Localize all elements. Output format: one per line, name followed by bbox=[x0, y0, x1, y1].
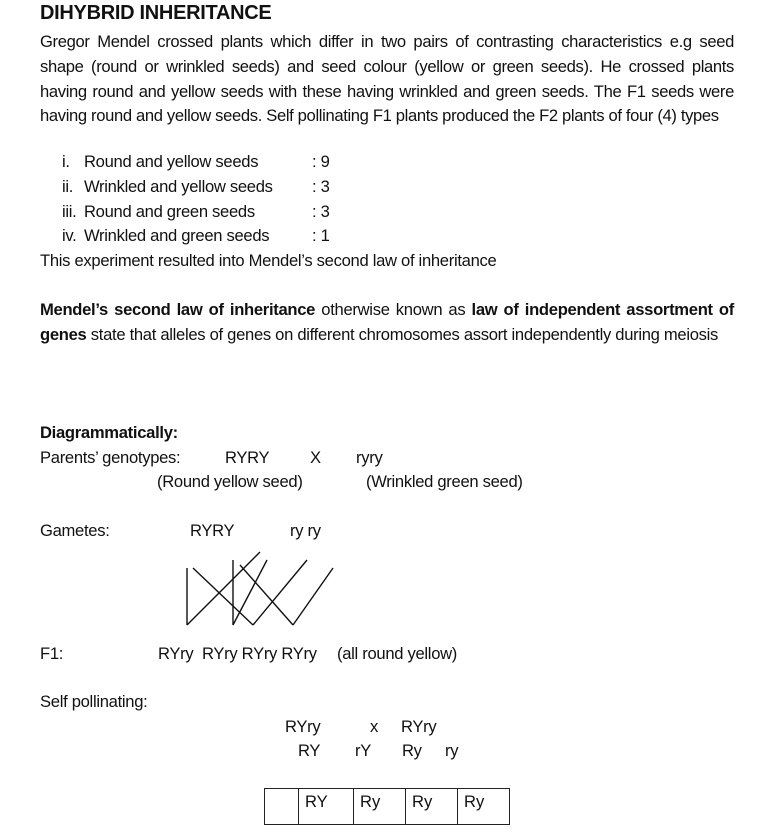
f1-genotypes: RYry RYry RYry RYry bbox=[158, 644, 317, 663]
cross-line bbox=[253, 560, 307, 625]
self-cross-symbol: x bbox=[370, 717, 378, 736]
cross-symbol: X bbox=[310, 448, 321, 467]
self-parent1: RYry bbox=[285, 717, 321, 736]
list-item bbox=[62, 177, 402, 197]
law-alt-name: law of independent assortment of genes bbox=[40, 300, 734, 344]
law-paragraph bbox=[40, 298, 734, 348]
self-parent2: RYry bbox=[401, 717, 437, 736]
conclusion-text: This experiment resulted into Mendel’s second law of inheritance bbox=[40, 251, 497, 270]
cross-line bbox=[187, 552, 260, 625]
gametes-label: Gametes: bbox=[40, 521, 110, 540]
cross-line bbox=[293, 568, 333, 625]
parent2-description: (Wrinkled green seed) bbox=[366, 472, 523, 491]
gametes-parent1: RYRY bbox=[190, 521, 235, 540]
gamete-table bbox=[264, 788, 510, 825]
parent2-genotype: ryry bbox=[356, 448, 383, 467]
parents-label: Parents’ genotypes: bbox=[40, 448, 181, 467]
intro-paragraph: Gregor Mendel crossed plants which differ in two pairs of contrasting characteristics e.g seed shape (round or wrinkled seeds) and seed colour (yellow or green seeds). He crossed plants having round and yellow seeds with these having wrinkled and green seeds. The F1 seeds were having round and yellow seeds. Self pollinating F1 plants produced the F2 plants of four (4) types bbox=[40, 32, 734, 126]
table-cell: Ry bbox=[406, 789, 458, 825]
self-gamete: Ry bbox=[402, 741, 422, 760]
cross-line bbox=[193, 568, 253, 625]
f1-label: F1: bbox=[40, 644, 64, 663]
list-item bbox=[62, 226, 402, 246]
table-cell: Ry bbox=[354, 789, 406, 825]
list-item bbox=[62, 202, 402, 222]
page-title: DIHYBRID INHERITANCE bbox=[40, 2, 272, 24]
list-label: Wrinkled and yellow seeds bbox=[84, 177, 273, 196]
law-text: state that alleles of genes on different chromosomes assort independently during meiosis bbox=[86, 324, 719, 344]
parent1-description: (Round yellow seed) bbox=[157, 472, 303, 491]
list-item bbox=[62, 152, 402, 172]
list-label: Wrinkled and green seeds bbox=[84, 226, 270, 245]
law-text: otherwise known as bbox=[315, 300, 472, 319]
list-ratio: : 3 bbox=[312, 202, 330, 221]
list-numeral: i. bbox=[62, 152, 70, 171]
list-ratio: : 1 bbox=[312, 226, 330, 245]
parent1-genotype: RYRY bbox=[225, 448, 270, 467]
gametes-parent2: ry ry bbox=[290, 521, 321, 540]
law-name: Mendel’s second law of inheritance bbox=[40, 300, 316, 319]
list-ratio: : 3 bbox=[312, 177, 330, 196]
table-cell bbox=[265, 789, 299, 825]
list-numeral: iv. bbox=[62, 226, 77, 245]
self-gamete: RY bbox=[298, 741, 321, 760]
self-gamete: rY bbox=[355, 741, 371, 760]
list-numeral: iii. bbox=[62, 202, 77, 221]
table-cell: RY bbox=[299, 789, 354, 825]
diagram-heading: Diagrammatically: bbox=[40, 423, 178, 442]
table-row bbox=[265, 789, 510, 825]
list-label: Round and yellow seeds bbox=[84, 152, 259, 171]
self-pollinating-label: Self pollinating: bbox=[40, 692, 148, 711]
list-label: Round and green seeds bbox=[84, 202, 255, 221]
table-cell: Ry bbox=[458, 789, 510, 825]
self-gamete: ry bbox=[445, 741, 459, 760]
list-ratio: : 9 bbox=[312, 152, 330, 171]
fertilization-cross-lines bbox=[150, 540, 370, 630]
f1-description: (all round yellow) bbox=[337, 644, 458, 663]
list-numeral: ii. bbox=[62, 177, 74, 196]
